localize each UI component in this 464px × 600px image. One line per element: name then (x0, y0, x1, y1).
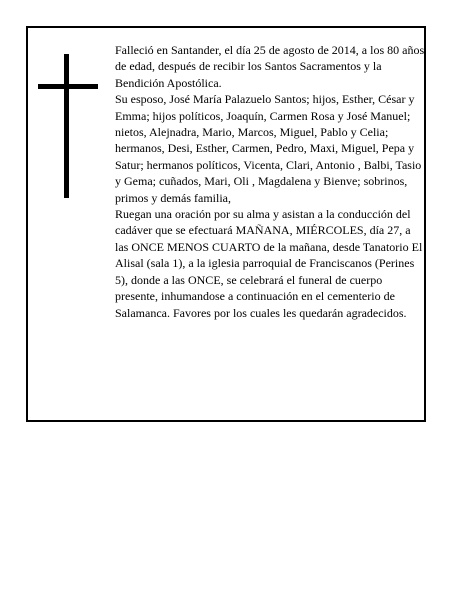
cross-horizontal-bar (38, 84, 98, 89)
obituary-notice (26, 26, 426, 422)
funeral-details-paragraph: Ruegan una oración por su alma y asistan a la conducción del cadáver que se efectuará MAÑANA, MIÉRCOLES, día 27, a las ONCE MENOS CUARTO de la mañana, desde Tanatorio El Alisal (sala 1), a la iglesia parroquial de Franciscanos (Perines 5), donde a las ONCE, se celebrará el funeral de cuerpo presente, inhumandose a continuación en el cementerio de Salamanca. Favores por los cuales les quedarán agradecidos. (115, 207, 423, 320)
family-paragraph: Su esposo, José María Palazuelo Santos; hijos, Esther, César y Emma; hijos políticos, Joaquín, Carmen Rosa y José Manuel; nietos, Alejnadra, Mario, Marcos, Miguel, Pablo y Celia; hermanos, Desi, Esther, Carmen, Pedro, Maxi, Miguel, Pepa y Satur; hermanos políticos, Vicenta, Clari, Antonio , Balbi, Tasio y Gema; cuñados, Mari, Oli , Magdalena y Bienve; sobrinos, primos y demás familia, (115, 92, 422, 205)
obituary-text (115, 42, 425, 321)
cross-vertical-bar (64, 54, 69, 198)
latin-cross-icon (38, 54, 98, 198)
death-announcement-paragraph: Falleció en Santander, el día 25 de agosto de 2014, a los 80 años de edad, después de recibir los Santos Sacramentos y la Bendición Apostólica. (115, 43, 425, 90)
